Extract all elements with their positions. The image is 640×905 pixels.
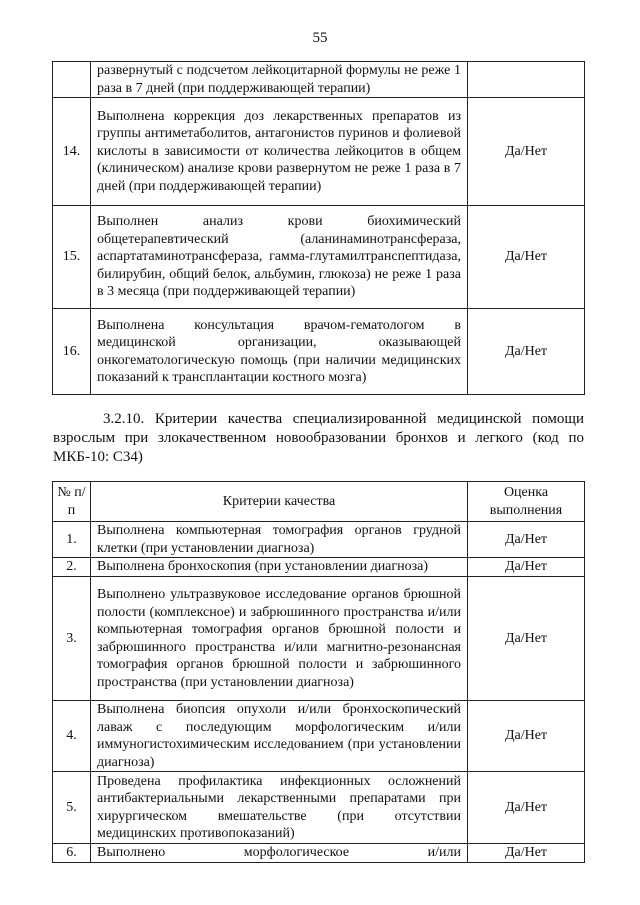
criterion-text: Выполнена коррекция доз лекарственных препаратов из группы антиметаболитов, антагонистов пуринов и фолиевой кислоты в зависимости от количества лейкоцитов в общем (клиническом) анализе крови развернутом не реже 1 раза в 7 дней (при поддерживающей терапии) [91,98,468,206]
row-number: 14. [53,98,91,206]
criterion-text: Выполнен анализ крови биохимический общетерапевтический (аланинаминотрансфераза, аспартатаминотрансфераза, гамма-глутамилтранспептидаза, билирубин, общий белок, альбумин, глюкоза) не реже 1 раза в 3 месяца (при поддерживающей терапии) [91,206,468,309]
table-row [53,206,585,309]
table-header-row [53,482,585,522]
assessment-value [468,62,585,98]
table-row [53,701,585,772]
criterion-text: Проведена профилактика инфекционных осложнений антибактериальными лекарственными препаратами при хирургическом вмешательстве (при отсутствии медицинских противопоказаний) [91,772,468,844]
assessment-value: Да/Нет [468,558,585,577]
assessment-value: Да/Нет [468,772,585,844]
assessment-value: Да/Нет [468,309,585,395]
row-number: 6. [53,844,91,863]
section-heading [53,410,584,467]
criteria-table-continued [52,61,585,395]
page-number: 55 [312,30,328,46]
criterion-text: Выполнена биопсия опухоли и/или бронхоскопический лаваж с последующим морфологическим и/или иммуногистохимическим исследованием (при установлении диагноза) [91,701,468,772]
row-number [53,62,91,98]
row-number: 4. [53,701,91,772]
assessment-value: Да/Нет [468,577,585,701]
assessment-value: Да/Нет [468,206,585,309]
table-row [53,62,585,98]
assessment-value: Да/Нет [468,701,585,772]
row-number: 5. [53,772,91,844]
assessment-value: Да/Нет [468,844,585,863]
row-number: 1. [53,522,91,558]
criterion-text: Выполнена бронхоскопия (при установлении диагноза) [91,558,468,577]
row-number: 2. [53,558,91,577]
assessment-value: Да/Нет [468,98,585,206]
section-heading-text: 3.2.10. Критерии качества специализированной медицинской помощи взрослым при злокачественном новообразовании бронхов и легкого (код по МКБ-10: C34) [53,411,584,465]
criterion-text: Выполнена компьютерная томография органов грудной клетки (при установлении диагноза) [91,522,468,558]
table-row [53,522,585,558]
table-row [53,558,585,577]
table-row [53,577,585,701]
row-number: 16. [53,309,91,395]
column-header-assessment: Оценка выполнения [468,482,585,522]
row-number: 15. [53,206,91,309]
table-row [53,844,585,863]
column-header-number: № п/п [53,482,91,522]
criteria-table-c34 [52,481,585,863]
table-row [53,309,585,395]
row-number: 3. [53,577,91,701]
assessment-value: Да/Нет [468,522,585,558]
criterion-text: развернутый с подсчетом лейкоцитарной формулы не реже 1 раза в 7 дней (при поддерживающей терапии) [91,62,468,98]
criterion-text: Выполнено морфологическое и/или [91,844,468,863]
criterion-text: Выполнено ультразвуковое исследование органов брюшной полости (комплексное) и забрюшинного пространства и/или компьютерная томография органов брюшной полости и забрюшинного пространства и/или магнитно-резонансная томография органов брюшной полости и забрюшинного пространства (при установлении диагноза) [91,577,468,701]
table-row [53,772,585,844]
column-header-criteria: Критерии качества [91,482,468,522]
criterion-text: Выполнена консультация врачом-гематологом в медицинской организации, оказывающей онкогематологическую помощь (при наличии медицинских показаний к трансплантации костного мозга) [91,309,468,395]
table-row [53,98,585,206]
